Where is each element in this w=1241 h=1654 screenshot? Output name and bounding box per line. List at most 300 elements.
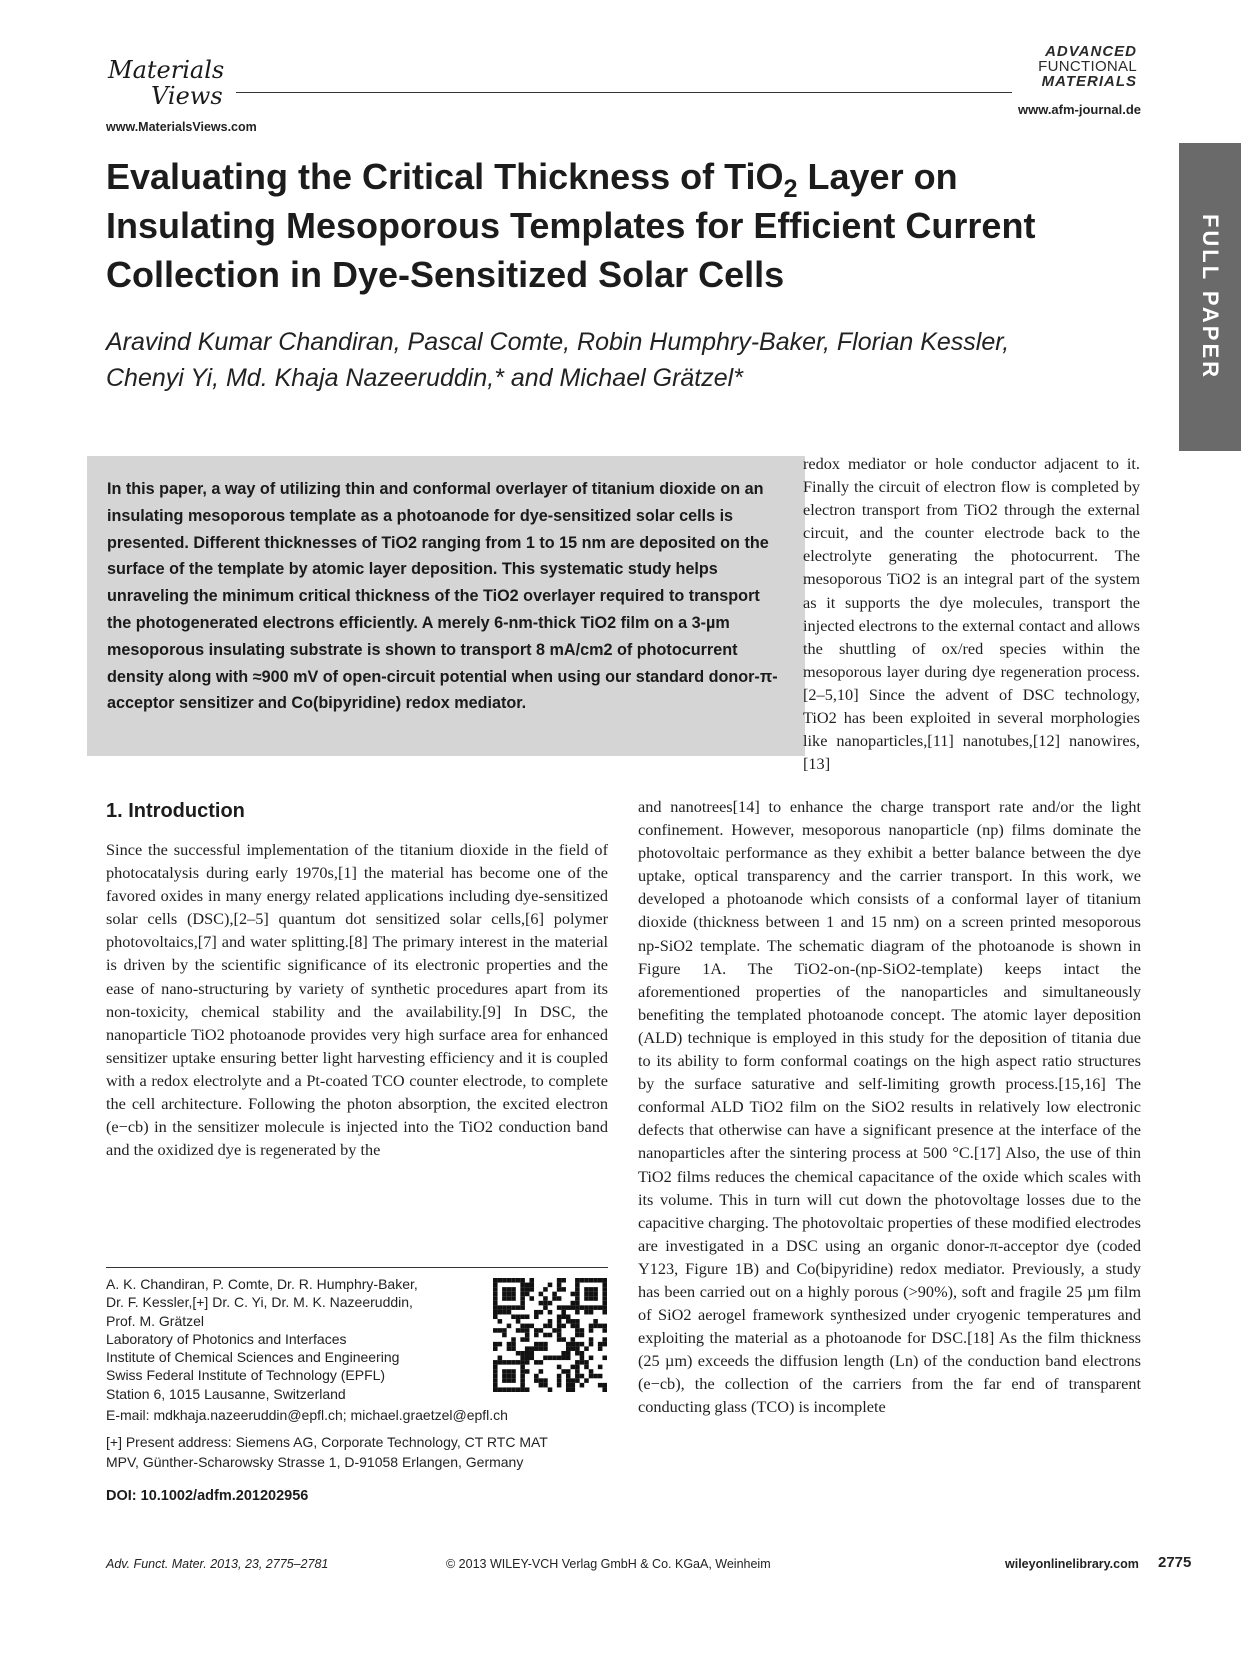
qr-module [498, 1356, 503, 1361]
qr-module [539, 1369, 544, 1374]
qr-module [520, 1383, 525, 1388]
qr-module [525, 1292, 530, 1297]
qr-module [502, 1278, 507, 1283]
qr-module [507, 1287, 512, 1292]
qr-module [493, 1378, 498, 1383]
header-rule [236, 92, 1012, 93]
qr-module [520, 1337, 525, 1342]
qr-module [584, 1378, 589, 1383]
qr-module [548, 1333, 553, 1338]
qr-module [502, 1387, 507, 1392]
qr-module [557, 1314, 562, 1319]
qr-module [602, 1283, 607, 1288]
qr-module [602, 1387, 607, 1392]
qr-module [575, 1346, 580, 1351]
qr-module [539, 1346, 544, 1351]
doi[interactable]: DOI: 10.1002/adfm.201202956 [106, 1488, 309, 1504]
qr-module [602, 1383, 607, 1388]
qr-module [525, 1369, 530, 1374]
qr-module [561, 1324, 566, 1329]
qr-module [584, 1365, 589, 1370]
qr-module [525, 1333, 530, 1338]
qr-module [525, 1356, 530, 1361]
qr-module [552, 1328, 557, 1333]
qr-module [529, 1351, 534, 1356]
qr-module [507, 1346, 512, 1351]
qr-module [493, 1369, 498, 1374]
qr-module [602, 1342, 607, 1347]
qr-module [539, 1292, 544, 1297]
title-part-1: Evaluating the Critical Thickness of TiO [106, 156, 784, 197]
journal-logo-line-1: ADVANCED [1045, 43, 1137, 60]
qr-module [525, 1351, 530, 1356]
qr-module [498, 1387, 503, 1392]
qr-module [561, 1310, 566, 1315]
qr-module [593, 1278, 598, 1283]
qr-module [602, 1328, 607, 1333]
qr-module [507, 1342, 512, 1347]
qr-module [566, 1374, 571, 1379]
qr-module [589, 1292, 594, 1297]
qr-module [507, 1387, 512, 1392]
qr-module [548, 1301, 553, 1306]
affiliation-line: Prof. M. Grätzel [106, 1312, 205, 1329]
qr-module [575, 1378, 580, 1383]
affiliation-block [106, 1275, 482, 1403]
author-email[interactable]: E-mail: mdkhaja.nazeeruddin@epfl.ch; michael.graetzel@epfl.ch [106, 1407, 508, 1423]
qr-module [507, 1324, 512, 1329]
qr-module [557, 1328, 562, 1333]
journal-logo-line-3: MATERIALS [1041, 73, 1137, 90]
qr-module [507, 1378, 512, 1383]
qr-module [539, 1328, 544, 1333]
qr-module [493, 1292, 498, 1297]
qr-module [571, 1346, 576, 1351]
qr-module [571, 1324, 576, 1329]
qr-module [502, 1296, 507, 1301]
qr-module [598, 1365, 603, 1370]
qr-module [584, 1310, 589, 1315]
qr-module [520, 1360, 525, 1365]
qr-module [575, 1328, 580, 1333]
qr-module [507, 1292, 512, 1297]
title-part-2: Layer on Insulating Mesoporous Templates for Efficient Current Collection in Dye-Sensitized Solar Cells [106, 156, 1036, 295]
qr-module [534, 1310, 539, 1315]
affiliation-line: Station 6, 1015 Lausanne, Switzerland [106, 1385, 346, 1402]
qr-module [575, 1305, 580, 1310]
qr-module [502, 1287, 507, 1292]
intro-paragraph-left: Since the successful implementation of the titanium dioxide in the field of photocatalysis during early 1970s,[1] the material has become one of the favored oxides in many energy related applications including dye-sensitized solar cells (DSC),[2–5] quantum dot sensitized solar cells,[6] polymer photovoltaics,[7] and water splitting.[8] The primary interest in the material is driven by the scientific significance of its electronic properties and the ease of nano-structuring by variety of synthetic procedures apart from its non-toxicity, chemical stability and the availability.[9] In DSC, the nanoparticle TiO2 photoanode provides very high surface area for enhanced sensitizer uptake ensuring better light harvesting efficiency and it is coupled with a redox electrolyte and a Pt-coated TCO counter electrode, to complete the cell architecture. Following the photon absorption, the excited electron (e−cb) in the sensitizer molecule is injected into the TiO2 conduction band and the oxidized dye is regenerated by the [106, 840, 608, 1160]
qr-module [584, 1287, 589, 1292]
qr-module [507, 1360, 512, 1365]
qr-module [557, 1378, 562, 1383]
qr-module [534, 1374, 539, 1379]
qr-module [511, 1387, 516, 1392]
qr-module [516, 1305, 521, 1310]
qr-module [525, 1314, 530, 1319]
qr-module [566, 1356, 571, 1361]
qr-module [493, 1383, 498, 1388]
journal-url[interactable]: www.afm-journal.de [1017, 102, 1141, 117]
footer-citation: Adv. Funct. Mater. 2013, 23, 2775–2781 [106, 1557, 329, 1571]
qr-module [525, 1324, 530, 1329]
qr-module [552, 1292, 557, 1297]
qr-module [575, 1310, 580, 1315]
qr-module [584, 1305, 589, 1310]
qr-module [548, 1387, 553, 1392]
authors-line-1: Aravind Kumar Chandiran, Pascal Comte, Robin Humphry-Baker, Florian Kessler, [106, 328, 1010, 356]
qr-module [557, 1333, 562, 1338]
qr-module [529, 1287, 534, 1292]
affiliation-line: Dr. F. Kessler,[+] Dr. C. Yi, Dr. M. K. Nazeeruddin, [106, 1294, 413, 1311]
qr-module [566, 1319, 571, 1324]
qr-module [602, 1287, 607, 1292]
qr-module [498, 1310, 503, 1315]
qr-module [516, 1360, 521, 1365]
qr-module [575, 1365, 580, 1370]
qr-module [493, 1374, 498, 1379]
qr-module [534, 1378, 539, 1383]
logo-word-materials: Materials [108, 56, 225, 84]
qr-module [584, 1360, 589, 1365]
qr-module [602, 1324, 607, 1329]
qr-module [593, 1296, 598, 1301]
qr-module [511, 1314, 516, 1319]
qr-module [580, 1333, 585, 1338]
qr-module [548, 1324, 553, 1329]
qr-module [598, 1305, 603, 1310]
left-column-body [106, 838, 608, 1161]
qr-module [525, 1387, 530, 1392]
qr-module [580, 1328, 585, 1333]
qr-module [580, 1374, 585, 1379]
qr-module [589, 1328, 594, 1333]
qr-module [557, 1319, 562, 1324]
qr-module [507, 1369, 512, 1374]
qr-module [571, 1365, 576, 1370]
qr-module [525, 1287, 530, 1292]
qr-module [584, 1278, 589, 1283]
article-type-tab [1179, 143, 1241, 451]
qr-module [520, 1387, 525, 1392]
qr-module [575, 1342, 580, 1347]
qr-module [520, 1374, 525, 1379]
qr-module [580, 1278, 585, 1283]
qr-module [580, 1383, 585, 1388]
qr-module [566, 1346, 571, 1351]
materialsviews-logo [106, 52, 241, 112]
qr-module [561, 1287, 566, 1292]
qr-module [520, 1305, 525, 1310]
qr-module [571, 1292, 576, 1297]
qr-module [511, 1287, 516, 1292]
qr-module [589, 1296, 594, 1301]
qr-module [580, 1305, 585, 1310]
qr-module [511, 1374, 516, 1379]
qr-module [502, 1378, 507, 1383]
qr-module [520, 1365, 525, 1370]
qr-module [493, 1301, 498, 1306]
qr-module [543, 1333, 548, 1338]
qr-module [566, 1314, 571, 1319]
qr-module [602, 1310, 607, 1315]
qr-module [516, 1314, 521, 1319]
page-number: 2775 [1158, 1554, 1192, 1571]
qr-module [493, 1314, 498, 1319]
qr-module [571, 1301, 576, 1306]
qr-module [575, 1283, 580, 1288]
qr-module [529, 1278, 534, 1283]
qr-module [566, 1378, 571, 1383]
qr-module [498, 1319, 503, 1324]
qr-module [511, 1337, 516, 1342]
qr-module [529, 1346, 534, 1351]
qr-module [580, 1342, 585, 1347]
qr-module [575, 1287, 580, 1292]
logo-word-views: Views [151, 82, 223, 110]
qr-module [593, 1287, 598, 1292]
affiliation-line: Institute of Chemical Sciences and Engineering [106, 1349, 400, 1366]
qr-module [589, 1374, 594, 1379]
qr-module [493, 1346, 498, 1351]
qr-module [493, 1287, 498, 1292]
qr-module [539, 1360, 544, 1365]
qr-module [575, 1351, 580, 1356]
right-column-top [803, 452, 1140, 775]
qr-module [543, 1324, 548, 1329]
abstract-text: In this paper, a way of utilizing thin and conformal overlayer of titanium dioxide on an insulating mesoporous template as a photoanode for dye-sensitized solar cells is presented. Different thicknesses of TiO2 ranging from 1 to 15 nm are deposited on the surface of the template by atomic layer deposition. This systematic study helps unraveling the minimum critical thickness of the TiO2 overlayer required to transport the photogenerated electrons efficiently. A merely 6-nm-thick TiO2 film on a 3-µm mesoporous insulating substrate is shown to transport 8 mA/cm2 of photocurrent density along with ≈900 mV of open-circuit potential when using our standard donor-π-acceptor sensitizer and Co(bipyridine) redox mediator. [107, 480, 778, 713]
qr-module [589, 1337, 594, 1342]
qr-module [589, 1324, 594, 1329]
qr-module [575, 1292, 580, 1297]
qr-module [534, 1360, 539, 1365]
qr-module [571, 1383, 576, 1388]
qr-module [507, 1305, 512, 1310]
qr-module [575, 1296, 580, 1301]
qr-module [589, 1305, 594, 1310]
qr-module [525, 1283, 530, 1288]
qr-module [571, 1387, 576, 1392]
title-subscript: 2 [783, 175, 798, 204]
qr-module [543, 1296, 548, 1301]
present-address-line-1: [+] Present address: Siemens AG, Corporate Technology, CT RTC MAT [106, 1434, 548, 1450]
qr-module [566, 1351, 571, 1356]
qr-module [543, 1346, 548, 1351]
qr-module [507, 1310, 512, 1315]
publisher-url[interactable]: www.MaterialsViews.com [106, 120, 257, 134]
qr-module [493, 1296, 498, 1301]
qr-module [584, 1346, 589, 1351]
qr-module [598, 1278, 603, 1283]
author-list [106, 324, 1106, 396]
qr-module [511, 1342, 516, 1347]
qr-module [493, 1283, 498, 1288]
qr-module [575, 1360, 580, 1365]
qr-module [561, 1314, 566, 1319]
qr-code[interactable] [493, 1278, 607, 1392]
qr-module [602, 1292, 607, 1297]
qr-module [557, 1337, 562, 1342]
article-type-label: FULL PAPER [1198, 213, 1223, 381]
qr-module [498, 1360, 503, 1365]
qr-module [543, 1305, 548, 1310]
qr-module [525, 1360, 530, 1365]
qr-module [557, 1296, 562, 1301]
qr-module [539, 1378, 544, 1383]
qr-module [575, 1319, 580, 1324]
qr-module [502, 1310, 507, 1315]
qr-module [598, 1324, 603, 1329]
qr-module [493, 1387, 498, 1392]
qr-module [543, 1301, 548, 1306]
qr-module [539, 1342, 544, 1347]
qr-module [580, 1360, 585, 1365]
qr-module [575, 1324, 580, 1329]
qr-module [589, 1342, 594, 1347]
qr-module [520, 1292, 525, 1297]
qr-module [548, 1356, 553, 1361]
qr-module [520, 1369, 525, 1374]
qr-module [602, 1356, 607, 1361]
qr-module [520, 1356, 525, 1361]
authors-line-2: Chenyi Yi, Md. Khaja Nazeeruddin,* and Michael Grätzel* [106, 364, 743, 392]
qr-module [593, 1319, 598, 1324]
affiliation-line: Swiss Federal Institute of Technology (EPFL) [106, 1367, 386, 1384]
qr-module [529, 1283, 534, 1288]
qr-module [493, 1328, 498, 1333]
qr-module [557, 1356, 562, 1361]
qr-module [598, 1346, 603, 1351]
right-column-body [638, 795, 1141, 1419]
qr-module [602, 1337, 607, 1342]
present-address [106, 1431, 616, 1471]
qr-module [498, 1328, 503, 1333]
qr-module [557, 1365, 562, 1370]
qr-module [571, 1337, 576, 1342]
qr-module [529, 1324, 534, 1329]
abstract-box [87, 456, 805, 756]
qr-module [493, 1342, 498, 1347]
qr-module [525, 1337, 530, 1342]
present-address-line-2: MPV, Günther-Scharowsky Strasse 1, D-91058 Erlangen, Germany [106, 1454, 524, 1470]
qr-module [566, 1342, 571, 1347]
qr-module [502, 1374, 507, 1379]
qr-module [571, 1319, 576, 1324]
qr-module [525, 1328, 530, 1333]
qr-module [561, 1337, 566, 1342]
qr-module [566, 1383, 571, 1388]
qr-module [598, 1374, 603, 1379]
qr-module [593, 1305, 598, 1310]
footer-site[interactable]: wileyonlinelibrary.com [1005, 1557, 1139, 1571]
qr-module [571, 1378, 576, 1383]
qr-module [520, 1324, 525, 1329]
affiliation-rule [106, 1267, 608, 1268]
qr-module [575, 1369, 580, 1374]
qr-module [548, 1283, 553, 1288]
qr-module [557, 1374, 562, 1379]
qr-module [561, 1356, 566, 1361]
qr-module [557, 1283, 562, 1288]
qr-module [593, 1324, 598, 1329]
qr-module [511, 1278, 516, 1283]
qr-module [502, 1360, 507, 1365]
qr-module [493, 1360, 498, 1365]
qr-module [507, 1374, 512, 1379]
intro-paragraph-right: and nanotrees[14] to enhance the charge transport rate and/or the light confinement. However, mesoporous nanoparticle (np) films dominate the photovoltaic performance as they exhibit a better balance between the dye uptake, optical transparency and the carrier transport. In this work, we developed a photoanode which consists of a conformal layer of titanium dioxide (thickness between 1 and 15 nm) on a screen printed mesoporous np-SiO2 template. The schematic diagram of the photoanode is shown in Figure 1A. The TiO2-on-(np-SiO2-template) keeps intact the aforementioned properties of the nanoparticles and simultaneously benefiting the templated photoanode concept. The atomic layer deposition (ALD) technique is employed in this study for the deposition of titania due to its ability to form conformal coatings on the high aspect ratio structures by the surface saturative and self-limiting growth process.[15,16] The conformal ALD TiO2 film on the SiO2 results in relatively low electronic defects that otherwise can have a significant presence at the interface of the nanoparticles after the sintering process at 500 °C.[17] Also, the use of thin TiO2 films reduces the chemical capacitance of the oxide which scales with its volume. This in turn will cut down the photovoltage losses due to the capacitive charging. The photovoltaic properties of these modified electrodes are investigated in a DSC using an organic donor-π-acceptor dye (coded Y123, Figure 1B) and Co(bipyridine) redox mediator. Previously, a study has been carried out on a highly porous (>90%), soft and fragile 25 µm film of SiO2 aerogel framework synthesized under cryogenic temperatures and exploiting the material as a photoanode for DSC.[18] As the film thickness (25 µm) exceeds the diffusion length (Ln) of the conduction band electrons (e−cb), the collection of the carriers from the far end of transparent conducting glass (TCO) is incomplete [638, 797, 1141, 1417]
qr-module [548, 1319, 553, 1324]
qr-module [534, 1328, 539, 1333]
qr-module [525, 1346, 530, 1351]
qr-module [534, 1333, 539, 1338]
qr-module [557, 1383, 562, 1388]
qr-module [493, 1278, 498, 1283]
qr-module [520, 1328, 525, 1333]
qr-module [534, 1346, 539, 1351]
qr-module [529, 1356, 534, 1361]
qr-module [593, 1292, 598, 1297]
qr-module [502, 1292, 507, 1297]
qr-module [543, 1287, 548, 1292]
qr-module [493, 1305, 498, 1310]
qr-module [520, 1314, 525, 1319]
qr-module [552, 1296, 557, 1301]
qr-module [566, 1387, 571, 1392]
qr-module [598, 1383, 603, 1388]
journal-logo [987, 44, 1137, 89]
qr-module [511, 1378, 516, 1383]
qr-module [516, 1319, 521, 1324]
qr-module [520, 1287, 525, 1292]
qr-module [498, 1305, 503, 1310]
qr-module [589, 1369, 594, 1374]
qr-module [502, 1305, 507, 1310]
qr-module [520, 1301, 525, 1306]
qr-module [516, 1278, 521, 1283]
qr-module [493, 1365, 498, 1370]
qr-module [575, 1333, 580, 1338]
qr-module [557, 1305, 562, 1310]
qr-module [571, 1305, 576, 1310]
qr-module [602, 1296, 607, 1301]
qr-module [580, 1356, 585, 1361]
qr-module [543, 1383, 548, 1388]
qr-module [507, 1296, 512, 1301]
qr-module [557, 1324, 562, 1329]
qr-module [561, 1351, 566, 1356]
qr-module [539, 1383, 544, 1388]
qr-module [534, 1342, 539, 1347]
qr-module [561, 1369, 566, 1374]
qr-module [520, 1278, 525, 1283]
qr-module [589, 1278, 594, 1283]
qr-module [589, 1287, 594, 1292]
qr-module [534, 1314, 539, 1319]
qr-module [566, 1369, 571, 1374]
journal-logo-line-2: FUNCTIONAL [1038, 58, 1137, 75]
qr-module [502, 1328, 507, 1333]
qr-module [566, 1305, 571, 1310]
qr-module [511, 1369, 516, 1374]
affiliation-line: A. K. Chandiran, P. Comte, Dr. R. Humphry-Baker, [106, 1276, 418, 1292]
qr-module [539, 1301, 544, 1306]
affiliation-line: Laboratory of Photonics and Interfaces [106, 1330, 347, 1347]
qr-module [575, 1278, 580, 1283]
qr-module [493, 1310, 498, 1315]
qr-module [520, 1296, 525, 1301]
qr-module [548, 1310, 553, 1315]
right-column-top-paragraph: redox mediator or hole conductor adjacent to it. Finally the circuit of electron flow is completed by electron transport from TiO2 through the external circuit, and the counter electrode back to the electrolyte generating the photocurrent. The mesoporous TiO2 is an integral part of the system as it supports the dye molecules, transport the injected electrons to the external contact and allows the shuttling of ox/red species within the mesoporous layer during dye regeneration process.[2–5,10] Since the advent of DSC technology, TiO2 has been exploited in several morphologies like nanoparticles,[11] nanotubes,[12] nanowires,[13] [803, 454, 1140, 774]
